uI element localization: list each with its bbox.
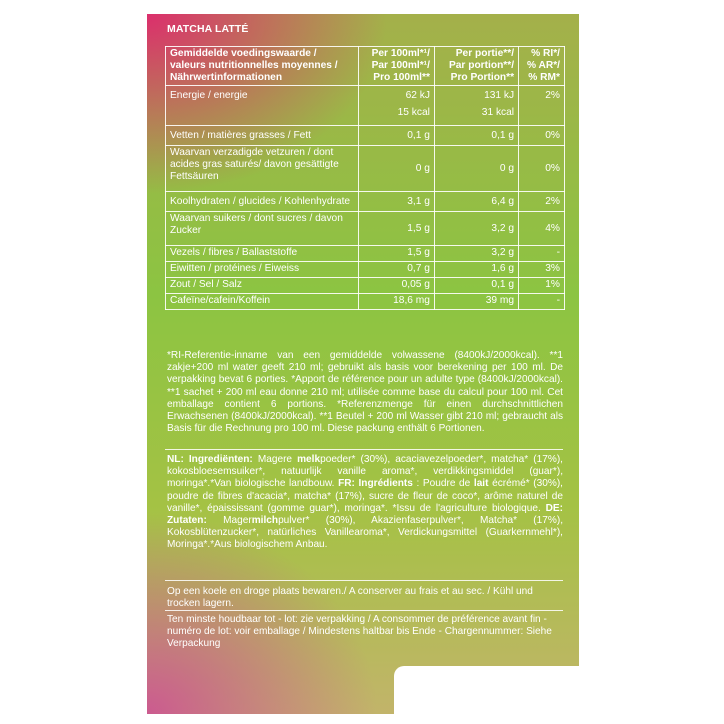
per-100ml-value: 15 kcal <box>358 106 434 126</box>
divider <box>165 580 563 581</box>
per-portion-value: 31 kcal <box>434 106 518 126</box>
per-portion-value: 0,1 g <box>434 278 518 294</box>
per-portion-value: 3,2 g <box>434 212 518 246</box>
nutrient-label: Vetten / matières grasses / Fett <box>166 126 359 146</box>
table-row <box>166 212 565 246</box>
table-row <box>166 192 565 212</box>
ri-value: 0% <box>519 126 565 146</box>
header-ri: % RI*/ % AR*/ % RM* <box>519 47 565 86</box>
per-100ml-value: 0 g <box>358 146 434 192</box>
header-per-100ml: Per 100ml*¹/ Par 100ml*¹/ Pro 100ml** <box>358 47 434 86</box>
table-row <box>166 294 565 310</box>
allergen-nl: melk <box>297 454 321 465</box>
ri-value <box>519 106 565 126</box>
divider <box>165 449 563 450</box>
per-100ml-value: 62 kJ <box>358 86 434 106</box>
nutrient-label: Waarvan verzadigde vetzuren / dont acides gras saturés/ davon gesättigte Fettsäuren <box>166 146 359 192</box>
per-portion-value: 6,4 g <box>434 192 518 212</box>
allergen-de: milch <box>251 515 279 527</box>
ri-value: 3% <box>519 262 565 278</box>
storage-instructions: Op een koele en droge plaats bewaren./ A conserver au frais et au sec. / Kühl und trocken lagern. <box>167 586 533 610</box>
header-per-portion: Per portie**/ Par portion**/ Pro Portion** <box>434 47 518 86</box>
per-portion-value: 39 mg <box>434 294 518 310</box>
per-portion-value: 0,1 g <box>434 126 518 146</box>
date-lot-print-area <box>394 666 579 714</box>
ri-value: 2% <box>519 192 565 212</box>
ri-value: 4% <box>519 212 565 246</box>
best-before-text: Ten minste houdbaar tot - lot: zie verpakking / A consommer de préférence avant fin - numéro de lot: voir emballage / Mindestens haltbar bis Ende - Chargennummer: Siehe Verpackung <box>167 614 552 650</box>
nutrition-table <box>165 46 565 310</box>
table-row <box>166 146 565 192</box>
table-row <box>166 126 565 146</box>
reference-intake-footnote: *RI-Referentie-inname van een gemiddelde volwassene (8400kJ/2000kcal). **1 zakje+200 ml water geeft 210 ml; gebruikt als basis voor berekening per 100 ml. De verpakking bevat 6 porties. *Apport de référence pour un adulte type (8400kJ/2000kcal). **1 sachet + 200 ml eau donne 210 ml; utilisée comme base du calcul pour 100 ml. Cet emballage contient 6 portions. *Referenzmenge für einen durchschnittlichen Erwachsenen (8400kJ/2000kcal). **1 Beutel + 200 ml Wasser gibt 210 ml; gebraucht als Basis für die Rechnung pro 100 ml. Diese packung enthält 6 Portionen. <box>167 350 563 435</box>
per-100ml-value: 1,5 g <box>358 212 434 246</box>
nutrient-label: Eiwitten / protéines / Eiweiss <box>166 262 359 278</box>
table-row <box>166 246 565 262</box>
per-portion-value: 0 g <box>434 146 518 192</box>
ingredients-de-label: DE: Zutaten: <box>167 502 563 527</box>
ri-value: 1% <box>519 278 565 294</box>
nutrient-label: Vezels / fibres / Ballaststoffe <box>166 246 359 262</box>
table-row <box>166 278 565 294</box>
ri-value: - <box>519 294 565 310</box>
ingredients-fr-label: FR: Ingrédients <box>338 478 413 490</box>
ri-value: 0% <box>519 146 565 192</box>
per-100ml-value: 0,05 g <box>358 278 434 294</box>
divider <box>165 610 563 611</box>
table-row <box>166 106 565 126</box>
table-row <box>166 86 565 106</box>
nutrient-label: Waarvan suikers / dont sucres / davon Zucker <box>166 212 359 246</box>
ri-value: - <box>519 246 565 262</box>
allergen-fr: lait <box>473 478 489 490</box>
per-100ml-value: 18,6 mg <box>358 294 434 310</box>
per-100ml-value: 0,7 g <box>358 262 434 278</box>
product-title: MATCHA LATTÉ <box>167 23 249 35</box>
nutrient-label: Koolhydraten / glucides / Kohlenhydrate <box>166 192 359 212</box>
table-header-row <box>166 47 565 86</box>
per-portion-value: 3,2 g <box>434 246 518 262</box>
nutrition-label-panel <box>147 14 579 714</box>
nutrient-label: Cafeïne/cafein/Koffein <box>166 294 359 310</box>
ri-value: 2% <box>519 86 565 106</box>
nutrient-label <box>166 106 359 126</box>
ingredients-text: NL: Ingrediënten: Magere melkpoeder* (30%), acaciavezelpoeder*, matcha* (17%), kokosbloesemsuiker*, natuurlijk vanille aroma*, verdikkingsmiddel (guar*), moringa*.*Van biologische landbouw. FR: Ingrédients : Poudre de lait écrémé* (30%), poudre de fibres d'acacia*, matcha* (17%), sucre de fleur de coco*, arôme naturel de vanille*, épaississant (gomme guar*), moringa*. *Issu de l'agriculture biologique. DE: Zutaten: Magermilchpulver* (30%), Akazienfaserpulver*, Matcha* (17%), Kokosblütenzucker*, natürliches Vanillearoma*, Verdickungsmittel (Guarkernmehl*), Moringa*.*Aus biologischem Anbau. <box>167 454 564 551</box>
per-100ml-value: 3,1 g <box>358 192 434 212</box>
per-100ml-value: 1,5 g <box>358 246 434 262</box>
table-row <box>166 262 565 278</box>
nutrient-label: Energie / energie <box>166 86 359 106</box>
nutrient-label: Zout / Sel / Salz <box>166 278 359 294</box>
per-100ml-value: 0,1 g <box>358 126 434 146</box>
per-portion-value: 131 kJ <box>434 86 518 106</box>
per-portion-value: 1,6 g <box>434 262 518 278</box>
header-nutrient: Gemiddelde voedingswaarde / valeurs nutritionnelles moyennes / Nährwertinformationen <box>166 47 359 86</box>
ingredients-nl-label: NL: Ingrediënten: <box>167 454 253 465</box>
